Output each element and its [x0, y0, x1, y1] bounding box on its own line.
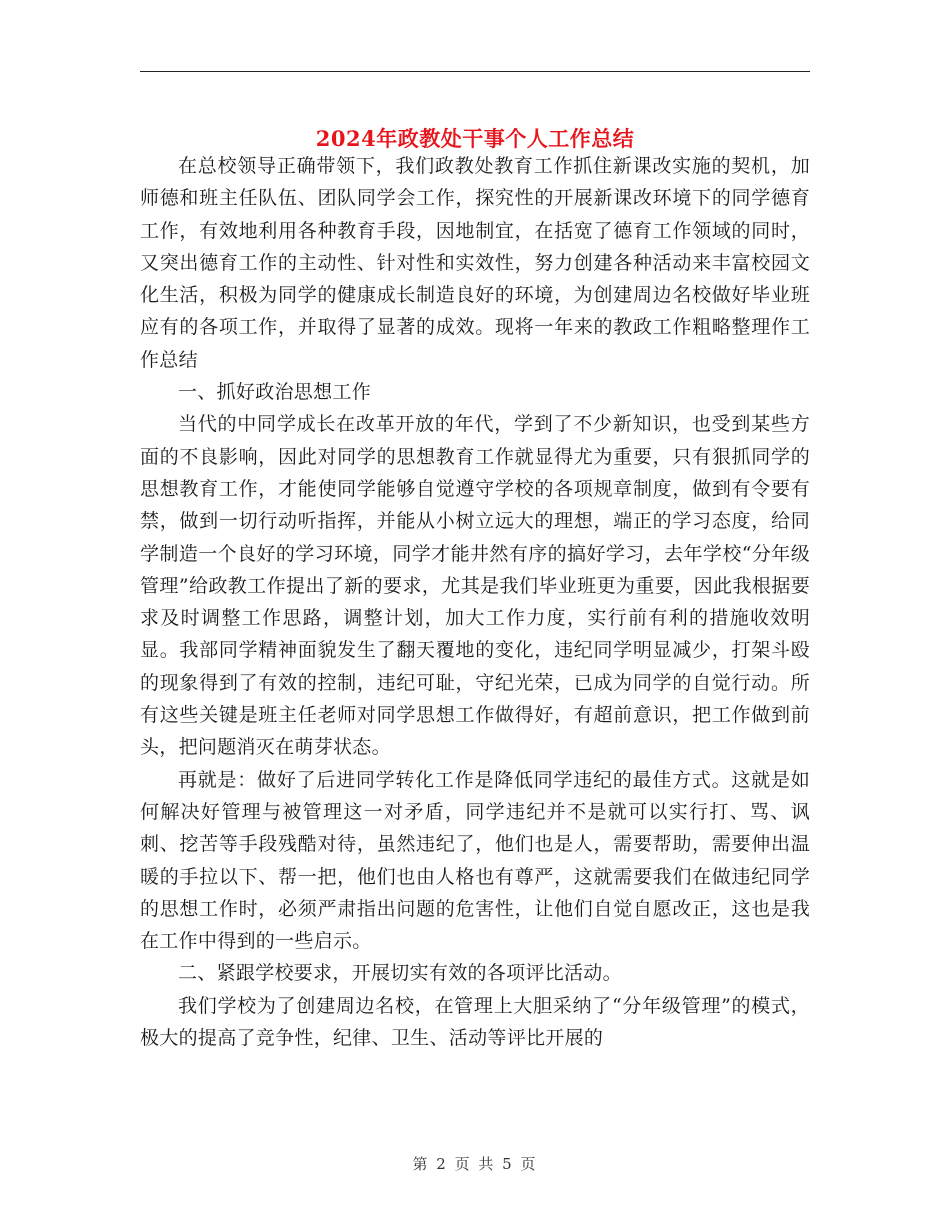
header-rule	[140, 71, 810, 72]
document-body	[140, 150, 810, 1054]
paragraph-political-work: 当代的中同学成长在改革开放的年代，学到了不少新知识，也受到某些方面的不良影响，因此对同学的思想教育工作就显得尤为重要，只有狠抓同学的思想教育工作，才能使同学能够自觉遵守学校的各项规章制度，做到有令要有禁，做到一切行动听指挥，并能从小树立远大的理想，端正的学习态度，给同学制造一个良好的学习环境，同学才能井然有序的搞好学习，去年学校“分年级管理”给政教工作提出了新的要求，尤其是我们毕业班更为重要，因此我根据要求及时调整工作思路，调整计划，加大工作力度，实行前有利的措施收效明显。我部同学精神面貌发生了翻天覆地的变化，违纪同学明显减少，打架斗殴的现象得到了有效的控制，违纪可耻，守纪光荣，已成为同学的自觉行动。所有这些关键是班主任老师对同学思想工作做得好，有超前意识，把工作做到前头，把问题消灭在萌芽状态。	[140, 413, 810, 759]
paragraph-intro: 在总校领导正确带领下，我们政教处教育工作抓住新课改实施的契机，加师德和班主任队伍、团队同学会工作，探究性的开展新课改环境下的同学德育工作，有效地利用各种教育手段，因地制宜，在括宽了德育工作领域的同时，又突出德育工作的主动性、针对性和实效性，努力创建各种活动来丰富校园文化生活，积极为同学的健康成长制造良好的环境，为创建周边名校做好毕业班应有的各项工作，并取得了显著的成效。现将一年来的教政工作粗略整理作工作总结	[140, 155, 810, 371]
section-heading-2: 二、紧跟学校要求，开展切实有效的各项评比活动。	[178, 962, 622, 985]
document-title: 2024年政教处干事个人工作总结	[315, 126, 635, 152]
page-number: 第 2 页 共 5 页	[412, 1155, 538, 1173]
paragraph-student-conversion: 再就是：做好了后进同学转化工作是降低同学违纪的最佳方式。这就是如何解决好管理与被管理这一对矛盾，同学违纪并不是就可以实行打、骂、讽刺、挖苦等手段残酷对待，虽然违纪了，他们也是人，需要帮助，需要伸出温暖的手拉以下、帮一把，他们也由人格也有尊严，这就需要我们在做违纪同学的思想工作时，必须严肃指出问题的危害性，让他们自觉自愿改正，这也是我在工作中得到的一些启示。	[140, 768, 810, 953]
section-heading-1: 一、抓好政治思想工作	[178, 381, 372, 404]
paragraph-evaluation: 我们学校为了创建周边名校，在管理上大胆采纳了“分年级管理”的模式，极大的提高了竞争性，纪律、卫生、活动等评比开展的	[140, 994, 810, 1050]
